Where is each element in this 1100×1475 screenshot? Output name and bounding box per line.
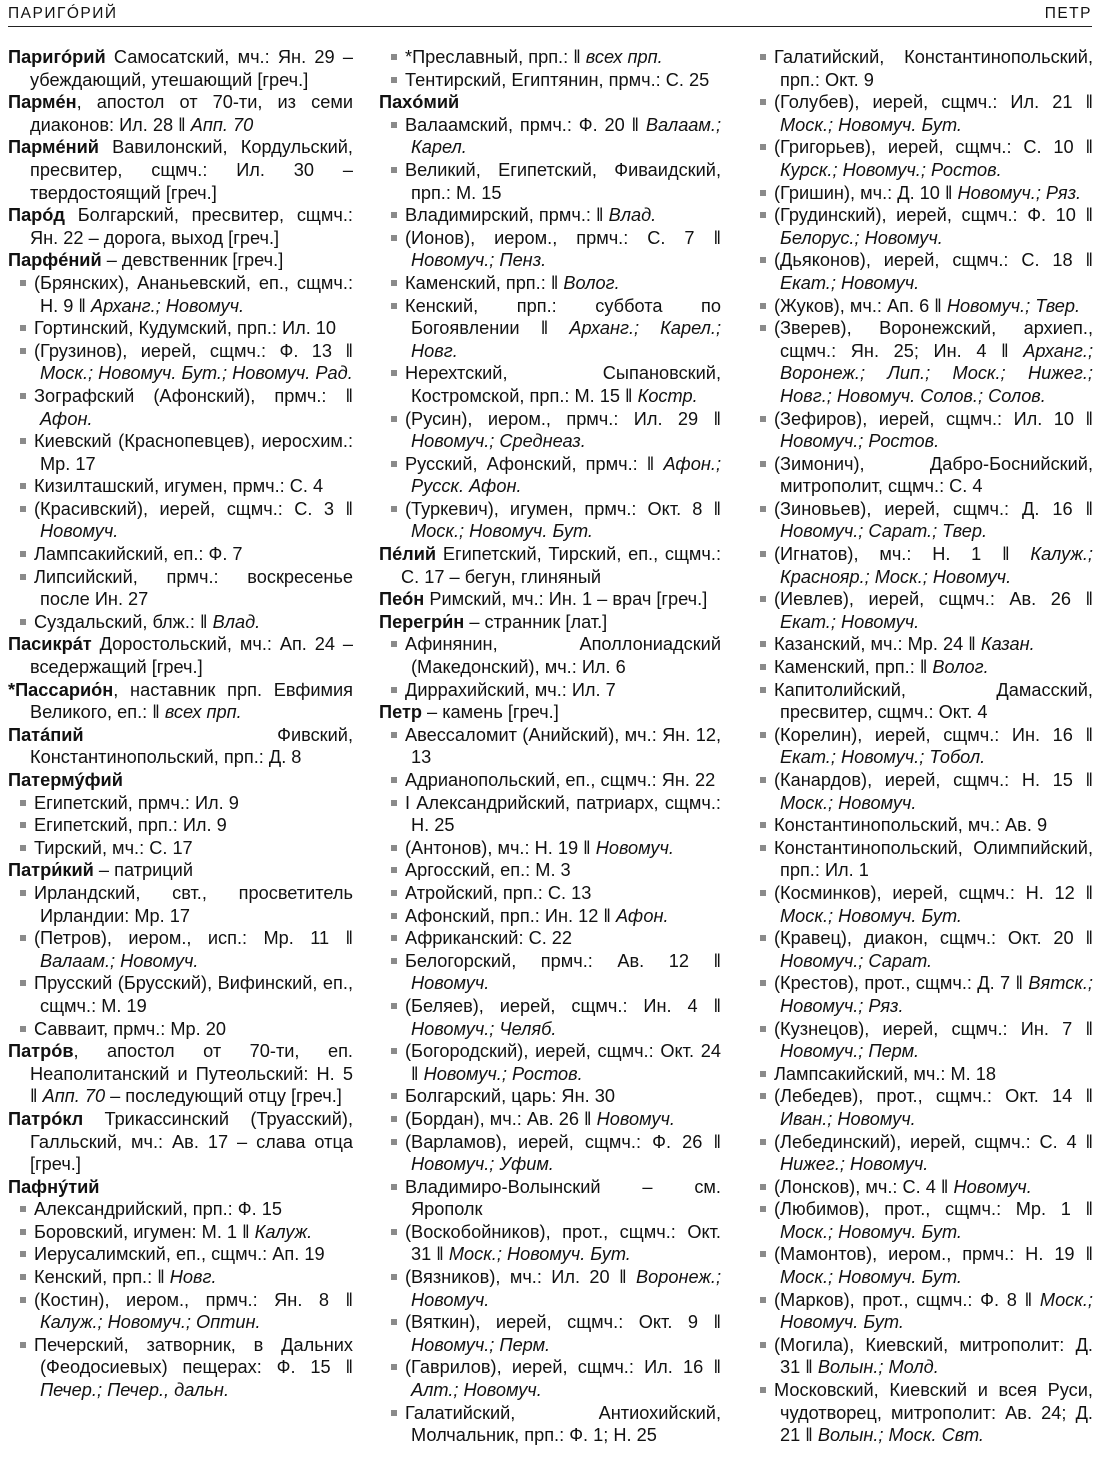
subentry: [8, 882, 353, 927]
subentry: [748, 1063, 1093, 1086]
subentry: [748, 498, 1093, 543]
headword: Пасикрáт: [8, 634, 92, 655]
subentry: [379, 837, 721, 860]
headword-entry: [8, 91, 353, 136]
headword: Парóд: [8, 205, 65, 226]
subentry: [748, 588, 1093, 633]
entry-text: Александрийский, прп.: Ф. 15: [34, 1199, 282, 1220]
subentry: [748, 814, 1093, 837]
entry-text: (Лебедев), прот., сщмч.: Окт. 14 ‖: [774, 1086, 1093, 1107]
source-reference: Новомуч.; Перм.: [780, 1041, 920, 1062]
subentry: [379, 272, 721, 295]
headword-entry: [8, 1176, 353, 1199]
source-reference: Моск.; Новомуч. Бут.: [780, 905, 962, 926]
subentry: [379, 679, 721, 702]
entry-text: Фивский, Константинопольский, прп.: Д. 8: [30, 724, 353, 768]
source-reference: Арханг.; Карел.; Новг.: [411, 318, 722, 361]
source-reference: Новомуч.: [40, 521, 119, 542]
entry-text: Нерехтский, Сыпановский, Костромской, прп.: М. 15 ‖: [405, 363, 721, 406]
headword-entry: [8, 136, 353, 204]
subentry: [748, 837, 1093, 882]
headword: Патáпий: [8, 724, 84, 745]
entry-text: (Воскобойников), прот., сщмч.: Окт. 31 ‖: [405, 1221, 721, 1265]
source-reference: Новомуч.: [953, 1176, 1032, 1197]
entry-text: Кизилташский, игумен, прмч.: С. 4: [34, 476, 324, 497]
entry-text: (Костин), иером., прмч.: Ян. 8 ‖: [34, 1289, 353, 1310]
subentry: [379, 114, 721, 159]
subentry: [8, 543, 353, 566]
entry-text: Аргосский, еп.: М. 3: [405, 860, 571, 881]
source-reference: Новомуч.; Перм.: [411, 1334, 551, 1355]
headword-entry: [8, 1040, 353, 1108]
source-reference: Новомуч.; Ростов.: [423, 1063, 583, 1084]
source-reference: Волын.; Молд.: [817, 1357, 939, 1378]
entry-text: (Гришин), мч.: Д. 10 ‖: [774, 182, 953, 203]
headword: Петр: [379, 702, 422, 723]
subentry: [8, 1289, 353, 1334]
entry-text: Константинопольский, Олимпийский, прп.: Ил. 1: [774, 837, 1093, 881]
subentry: [748, 927, 1093, 972]
subentry: [8, 272, 353, 317]
subentry: [8, 498, 353, 543]
entry-text: Болгарский, пресвитер, сщмч.: Ян. 22 – дорога, выход [греч.]: [30, 205, 353, 248]
entry-text: (Грудинский), иерей, сщмч.: Ф. 10 ‖: [774, 205, 1093, 226]
subentry: [379, 159, 721, 204]
entry-text: (Могила), Киевский, митрополит: Д. 31 ‖: [774, 1334, 1093, 1378]
headword-entry: [379, 91, 721, 114]
entry-text: (Дьяконов), иерей, сщмч.: С. 18 ‖: [774, 250, 1093, 271]
entry-text: (Голубев), иерей, сщмч.: Ил. 21 ‖: [774, 92, 1093, 113]
subentry: [8, 1018, 353, 1041]
entry-text: I Александрийский, патриарх, сщмч.: Н. 25: [405, 792, 721, 836]
source-reference: Афон.: [40, 408, 93, 429]
source-reference: Валаам.; Карел.: [411, 114, 721, 158]
entry-text: (Марков), прот., сщмч.: Ф. 8 ‖: [774, 1289, 1033, 1310]
subentry: [8, 972, 353, 1017]
source-reference: Курск.; Новомуч.; Ростов.: [780, 159, 1002, 180]
entry-text: Каменский, прп.: ‖: [405, 272, 559, 293]
entry-text: – патриций: [98, 860, 193, 881]
source-reference: Волог.: [932, 657, 989, 678]
source-reference: Новомуч.: [595, 837, 674, 858]
running-header-right: ПЕТР: [1044, 5, 1092, 22]
source-reference: Моск.; Новомуч. Бут.; Новомуч. Рад.: [40, 363, 353, 384]
entry-text: Константинопольский, мч.: Ав. 9: [774, 815, 1048, 836]
entry-text: Кенский, прп.: ‖: [34, 1267, 165, 1288]
entry-text: (Туркевич), игумен, прмч.: Окт. 8 ‖: [405, 498, 721, 519]
subentry: [8, 317, 353, 340]
subentry: [748, 1198, 1093, 1243]
subentry: [748, 1176, 1093, 1199]
entry-text: (Богородский), иерей, сщмч.: Окт. 24 ‖: [405, 1041, 721, 1084]
subentry: [379, 1040, 721, 1085]
entry-text: Афонский, прп.: Ин. 12 ‖: [405, 905, 611, 926]
entry-text: (Зимонич), Дабро-Боснийский, митрополит, сщмч.: С. 4: [774, 453, 1093, 497]
subentry: [379, 227, 721, 272]
subentry: [379, 724, 721, 769]
entry-text: Московский, Киевский и всея Руси, чудотворец, митрополит: Ав. 24; Д. 21 ‖: [774, 1380, 1093, 1446]
entry-text: Кенский, прп.: суббота по Богоявлении ‖: [405, 295, 721, 339]
subentry: [379, 1221, 721, 1266]
subentry: [748, 453, 1093, 498]
subentry: [379, 792, 721, 837]
entry-text: Тентирский, Египтянин, прмч.: С. 25: [405, 69, 710, 90]
subentry: [8, 475, 353, 498]
entry-text: (Грузинов), иерей, сщмч.: Ф. 13 ‖: [34, 340, 353, 361]
subentry: [379, 1356, 721, 1401]
running-header-left: ПАРИГÓРИЙ: [8, 5, 118, 22]
entry-text: Валаамский, прмч.: Ф. 20 ‖: [405, 114, 640, 135]
headword-entry: [8, 1108, 353, 1176]
subentry: [748, 182, 1093, 205]
entry-text: Савваит, прмч.: Мр. 20: [34, 1018, 226, 1039]
subentry: [8, 1198, 353, 1221]
entry-text: Печерский, затворник, в Дальних (Феодосиевых) пещерах: Ф. 15 ‖: [34, 1334, 353, 1378]
entry-text: Владимирский, прмч.: ‖: [405, 205, 604, 226]
subentry: [8, 792, 353, 815]
entry-text: (Брянских), Ананьевский, еп., сщмч.: Н. 9 ‖: [34, 272, 353, 316]
entry-text: (Жуков), мч.: Ап. 6 ‖: [774, 295, 942, 316]
entry-text: Римский, мч.: Ин. 1 – врач [греч.]: [429, 589, 708, 610]
source-reference: Костр.: [637, 385, 698, 406]
subentry: [748, 679, 1093, 724]
entry-text: – девственник [греч.]: [106, 250, 284, 271]
source-reference: Новомуч.; Ростов.: [780, 431, 940, 452]
entry-text-continued: – последующий отцу [греч.]: [105, 1086, 342, 1107]
source-reference: Волог.: [563, 272, 620, 293]
entry-text: (Зверев), Воронежский, архиеп., сщмч.: Ян. 25; Ин. 4 ‖: [774, 318, 1093, 361]
entry-text: Доростольский, мч.: Ап. 24 – вседержащий [греч.]: [30, 634, 353, 678]
entry-text: *Преславный, прп.: ‖: [405, 47, 581, 67]
source-reference: Моск.; Новомуч. Бут.: [780, 1267, 962, 1288]
source-reference: Афон.; Русск. Афон.: [411, 453, 722, 497]
headword: Пафнýтий: [8, 1176, 100, 1197]
headword: Парфéний: [8, 250, 102, 271]
source-reference: Новомуч.; Сарат.; Твер.: [780, 521, 988, 542]
running-header: [8, 4, 1092, 27]
subentry: [379, 498, 721, 543]
subentry: [748, 1131, 1093, 1176]
source-reference: Новомуч.; Среднеаз.: [411, 431, 586, 452]
subentry: [748, 136, 1093, 181]
entry-text: , апостол от 70-ти, еп. Неаполитанский и Путеольский: Н. 5 ‖: [30, 1041, 353, 1107]
subentry: [8, 1243, 353, 1266]
source-reference: Влад.: [608, 205, 657, 226]
entry-text: (Лебединский), иерей, сщмч.: С. 4 ‖: [774, 1131, 1093, 1152]
subentry: [748, 633, 1093, 656]
entry-text: (Корелин), иерей, сщмч.: Ин. 16 ‖: [774, 724, 1093, 745]
source-reference: Новг.: [169, 1267, 217, 1288]
entry-text: (Зефиров), иерей, сщмч.: Ил. 10 ‖: [774, 408, 1093, 429]
entry-text: (Варламов), иерей, сщмч.: Ф. 26 ‖: [405, 1131, 721, 1152]
source-reference: Новомуч.; Челяб.: [411, 1018, 557, 1039]
source-reference: Белорус.; Новомуч.: [780, 227, 943, 248]
entry-text: Великий, Египетский, Фиваидский, прп.: М. 15: [405, 159, 721, 203]
headword: *Пассарио́н: [8, 679, 114, 700]
subentry: [379, 1131, 721, 1176]
subentry: [748, 1085, 1093, 1130]
subentry: [748, 972, 1093, 1017]
subentry: [379, 1266, 721, 1311]
entry-text: (Беляев), иерей, сщмч.: Ин. 4 ‖: [405, 995, 721, 1016]
entry-text: (Ионов), иером., прмч.: С. 7 ‖: [405, 227, 721, 248]
source-reference: Моск.; Новомуч. Бут.: [448, 1244, 631, 1265]
entry-text: Египетский, прп.: Ил. 9: [34, 815, 227, 836]
subentry: [379, 859, 721, 882]
entry-text: (Бордан), мч.: Ав. 26 ‖: [405, 1108, 592, 1129]
entry-text: Владимиро-Волынский – см. Ярополк: [405, 1176, 721, 1220]
subentry: [8, 1334, 353, 1402]
source-reference: Калуж.: [254, 1221, 313, 1242]
entry-text: Трикассинский (Труасский), Галльский, мч.: Ав. 17 – слава отца [греч.]: [30, 1108, 353, 1175]
source-reference: Арханг.; Новомуч.: [90, 295, 245, 316]
subentry: [8, 430, 353, 475]
headword: Патрóв: [8, 1041, 74, 1062]
entry-text: (Косминков), иерей, сщмч.: Н. 12 ‖: [774, 882, 1093, 903]
entry-text: (Григорьев), иерей, сщмч.: С. 10 ‖: [774, 137, 1093, 158]
entry-text: Авессаломит (Анийский), мч.: Ян. 12, 13: [405, 724, 721, 768]
source-reference: Волын.; Моск. Свт.: [817, 1425, 984, 1446]
entry-text: , апостол от 70-ти, из семи диаконов: Ил. 28 ‖: [30, 92, 353, 135]
entry-text: , наставник прп. Евфимия Великого, еп.: ‖: [30, 679, 353, 723]
subentry: [379, 408, 721, 453]
entry-text: (Вяткин), иерей, сщмч.: Окт. 9 ‖: [405, 1312, 721, 1333]
entry-text: (Красивский), иерей, сщмч.: С. 3 ‖: [34, 498, 353, 519]
headword-entry: [8, 633, 353, 678]
entry-text: (Канардов), иерей, сщмч.: Н. 15 ‖: [774, 770, 1093, 790]
headword-entry: [8, 724, 353, 769]
headword: Пеóн: [379, 589, 425, 610]
subentry: [748, 91, 1093, 136]
entry-text: Капитолийский, Дамасский, пресвитер, сщмч.: Окт. 4: [774, 679, 1093, 723]
source-reference: Казан.: [980, 634, 1035, 655]
headword-entry: [379, 611, 721, 634]
subentry: [379, 769, 721, 792]
entry-text: Египетский, Тирский, еп., сщмч.: С. 17 – бегун, глиняный: [401, 544, 721, 587]
headword: Пахóмий: [379, 92, 460, 113]
source-reference: всех прп.: [164, 702, 242, 723]
headword: Пармéн: [8, 92, 77, 113]
source-reference: Валаам.; Новомуч.: [40, 950, 199, 971]
entry-text: (Игнатов), мч.: Н. 1 ‖: [774, 544, 1010, 565]
subentry: [379, 905, 721, 928]
entry-text: (Петров), иером., исп.: Мр. 11 ‖: [34, 928, 353, 949]
subentry: [379, 882, 721, 905]
entry-text: Каменский, прп.: ‖: [774, 657, 928, 678]
subentry: [748, 1243, 1093, 1288]
entry-text: Липсийский, прмч.: воскресенье после Ин. 27: [34, 566, 353, 610]
subentry: [379, 1108, 721, 1131]
dictionary-column-3: [748, 46, 1093, 1447]
entry-text: (Антонов), мч.: Н. 19 ‖: [405, 837, 591, 858]
entry-text: Ирландский, свт., просветитель Ирландии: Мр. 17: [34, 882, 353, 926]
source-reference: всех прп.: [585, 47, 663, 67]
entry-text: (Гаврилов), иерей, сщмч.: Ил. 16 ‖: [405, 1357, 721, 1378]
entry-text: Суздальский, блж.: ‖: [34, 611, 208, 632]
subentry: [748, 1334, 1093, 1379]
entry-text: Боровский, игумен: М. 1 ‖: [34, 1221, 250, 1242]
source-reference: Вятск.; Новомуч.; Ряз.: [780, 973, 1093, 1016]
headword: Патрóкл: [8, 1108, 84, 1129]
source-reference: Апп. 70: [190, 114, 254, 135]
headword: Пармéний: [8, 137, 99, 158]
entry-text: (Иевлев), иерей, сщмч.: Ав. 26 ‖: [774, 589, 1093, 610]
subentry: [748, 295, 1093, 318]
headword: Паригóрий: [8, 47, 106, 67]
subentry: [8, 611, 353, 634]
entry-text: Афинянин, Аполлониадский (Македонский), мч.: Ил. 6: [405, 634, 721, 678]
entry-text: (Кузнецов), иерей, сщмч.: Ин. 7 ‖: [774, 1018, 1093, 1039]
entry-text: Египетский, прмч.: Ил. 9: [34, 792, 239, 813]
subentry: [379, 633, 721, 678]
subentry: [8, 1266, 353, 1289]
subentry: [748, 1289, 1093, 1334]
subentry: [379, 1085, 721, 1108]
headword-entry: [8, 249, 353, 272]
source-reference: Иван.; Новомуч.: [780, 1108, 916, 1129]
entry-text: (Мамонтов), иером., прмч.: Н. 19 ‖: [774, 1244, 1093, 1265]
source-reference: Афон.: [616, 905, 669, 926]
entry-text: (Крестов), прот., сщмч.: Д. 7 ‖: [774, 973, 1024, 994]
headword: Перегри́н: [379, 611, 465, 632]
source-reference: Новомуч.; Сарат.: [780, 950, 933, 971]
entry-text: Иерусалимский, еп., сщмч.: Ап. 19: [34, 1244, 325, 1265]
entry-text: Тирский, мч.: С. 17: [34, 837, 193, 858]
subentry: [748, 317, 1093, 407]
subentry: [8, 566, 353, 611]
subentry: [379, 295, 721, 363]
dictionary-column-2: [379, 46, 721, 1447]
subentry: [748, 408, 1093, 453]
subentry: [748, 1379, 1093, 1447]
entry-text: Болгарский, царь: Ян. 30: [405, 1086, 615, 1107]
subentry: [379, 453, 721, 498]
headword: Пéлий: [379, 544, 437, 565]
entry-text: Прусский (Брусский), Вифинский, еп., сщмч.: М. 19: [34, 973, 353, 1016]
headword-entry: [8, 859, 353, 882]
subentry: [8, 927, 353, 972]
source-reference: Новомуч.: [411, 973, 490, 994]
source-reference: Калуж.; Краснояр.; Моск.; Новомуч.: [780, 544, 1093, 587]
subentry: [8, 385, 353, 430]
entry-text: (Любимов), прот., сщмч.: Мр. 1 ‖: [774, 1199, 1093, 1220]
entry-text: Гортинский, Кудумский, прп.: Ил. 10: [34, 318, 337, 339]
entry-text: Лампсакийский, мч.: М. 18: [774, 1063, 996, 1084]
entry-text: Русский, Афонский, прмч.: ‖: [405, 453, 655, 474]
source-reference: Апп. 70: [42, 1086, 106, 1107]
subentry: [379, 1176, 721, 1221]
source-reference: Арханг.; Воронеж.; Лип.; Моск.; Нижег.; Новг.; Новомуч. Солов.; Солов.: [780, 340, 1093, 406]
source-reference: Влад.: [212, 611, 261, 632]
entry-text: Диррахийский, мч.: Ил. 7: [405, 679, 616, 700]
entry-text: (Вязников), мч.: Ил. 20 ‖: [405, 1267, 627, 1288]
subentry: [748, 724, 1093, 769]
entry-text: – камень [греч.]: [427, 702, 559, 723]
subentry: [748, 46, 1093, 91]
subentry: [748, 204, 1093, 249]
subentry: [379, 362, 721, 407]
source-reference: Воронеж.; Новомуч.: [411, 1267, 721, 1310]
entry-text: Самосатский, мч.: Ян. 29 – убеждающий, утешающий [греч.]: [30, 47, 353, 90]
source-reference: Новомуч.; Ряз.: [957, 182, 1082, 203]
source-reference: Екат.; Новомуч.; Тобол.: [780, 747, 986, 768]
entry-text: Киевский (Краснопевцев), иеросхим.: Мр. 17: [34, 431, 353, 474]
subentry: [8, 1221, 353, 1244]
source-reference: Новомуч.; Пенз.: [411, 250, 547, 271]
source-reference: Екат.; Новомуч.: [780, 611, 920, 632]
entry-text: Атройский, прп.: С. 13: [405, 882, 592, 903]
headword-entry: [8, 679, 353, 724]
entry-text: (Кравец), диакон, сщмч.: Окт. 20 ‖: [774, 928, 1093, 949]
source-reference: Новомуч.: [596, 1108, 675, 1129]
entry-text: Адрианопольский, еп., сщмч.: Ян. 22: [405, 770, 716, 790]
entry-text: – странник [лат.]: [469, 611, 608, 632]
subentry: [379, 204, 721, 227]
source-reference: Алт.; Новомуч.: [411, 1380, 542, 1401]
entry-text: Вавилонский, Кордульский, пресвитер, сщмч.: Ил. 30 – твердостоящий [греч.]: [30, 137, 353, 203]
entry-text: Африканский: С. 22: [405, 928, 573, 949]
subentry: [379, 927, 721, 950]
entry-text: Галатийский, Антиохийский, Молчальник, прп.: Ф. 1; Н. 25: [405, 1402, 721, 1446]
subentry: [748, 249, 1093, 294]
source-reference: Моск.; Новомуч. Бут.: [780, 114, 962, 135]
headword-entry: [8, 769, 353, 792]
subentry: [8, 340, 353, 385]
subentry: [8, 814, 353, 837]
subentry: [379, 950, 721, 995]
entry-text: Лампсакийский, еп.: Ф. 7: [34, 544, 243, 565]
headword-entry: [8, 46, 353, 91]
source-reference: Нижег.; Новомуч.: [780, 1154, 929, 1175]
entry-text: Белогорский, прмч.: Ав. 12 ‖: [405, 950, 721, 971]
source-reference: Новомуч.; Твер.: [946, 295, 1081, 316]
source-reference: Екат.; Новомуч.: [780, 272, 920, 293]
subentry: [379, 995, 721, 1040]
source-reference: Моск.; Новомуч. Бут.: [411, 521, 593, 542]
dictionary-column-1: [8, 46, 353, 1402]
headword: Патермýфий: [8, 770, 123, 790]
headword-entry: [379, 543, 721, 588]
subentry: [379, 69, 721, 92]
subentry: [748, 543, 1093, 588]
entry-text: Галатийский, Константинопольский, прп.: Окт. 9: [774, 47, 1093, 90]
subentry: [379, 1402, 721, 1447]
subentry: [379, 1311, 721, 1356]
entry-text: (Лонсков), мч.: С. 4 ‖: [774, 1176, 949, 1197]
headword-entry: [379, 701, 721, 724]
subentry: [748, 769, 1093, 814]
source-reference: Моск.; Новомуч. Бут.: [780, 1221, 962, 1242]
entry-text: Зографский (Афонский), прмч.: ‖: [34, 385, 353, 406]
entry-text: (Зиновьев), иерей, сщмч.: Д. 16 ‖: [774, 498, 1093, 519]
entry-text: (Русин), иером., прмч.: Ил. 29 ‖: [405, 408, 721, 429]
source-reference: Моск.; Новомуч. Бут.: [780, 1289, 1093, 1333]
subentry: [8, 837, 353, 860]
source-reference: Калуж.; Новомуч.; Оптин.: [40, 1312, 261, 1333]
subentry: [379, 46, 721, 69]
subentry: [748, 1018, 1093, 1063]
source-reference: Новомуч.; Уфим.: [411, 1154, 554, 1175]
headword-entry: [8, 204, 353, 249]
subentry: [748, 656, 1093, 679]
source-reference: Моск.; Новомуч.: [780, 792, 917, 813]
entry-text: Казанский, мч.: Мр. 24 ‖: [774, 634, 976, 655]
subentry: [748, 882, 1093, 927]
headword: Патри́кий: [8, 860, 94, 881]
source-reference: Печер.; Печер., дальн.: [40, 1380, 229, 1401]
headword-entry: [379, 588, 721, 611]
